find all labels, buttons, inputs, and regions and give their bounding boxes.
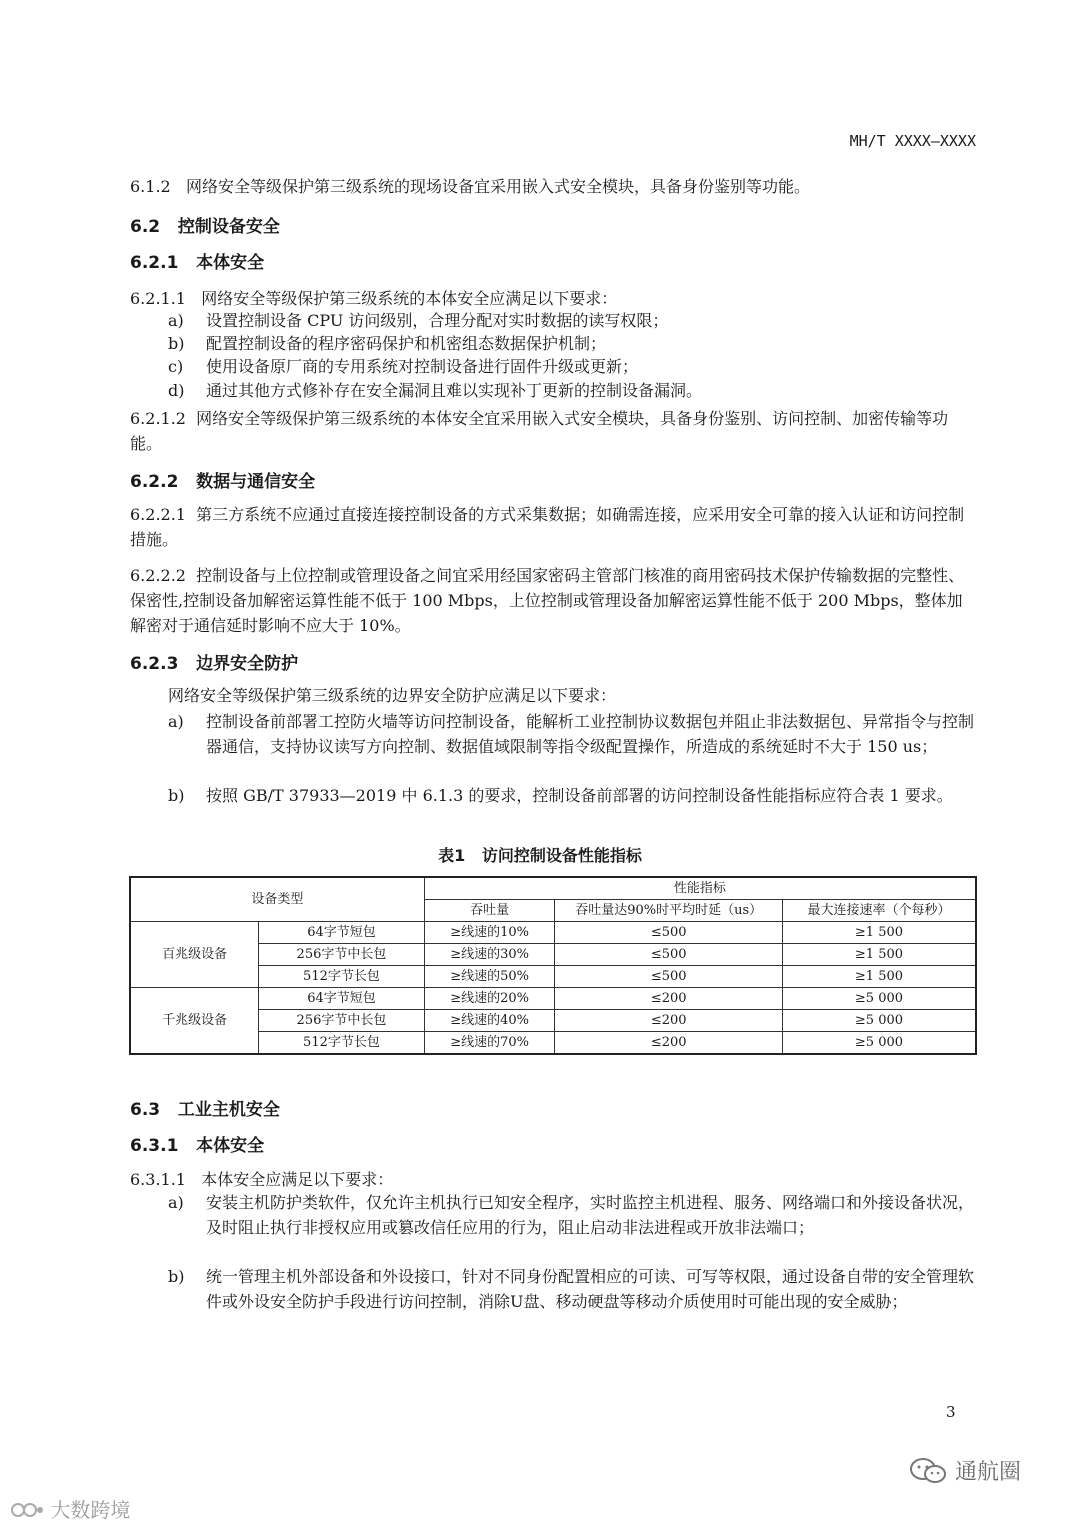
list-text: 统一管理主机外部设备和外设接口，针对不同身份配置相应的可读、可写等权限，通过设备自带的安全管理软件或外设安全防护手段进行访问控制，消除U盘、移动硬盘等移动介质使用时可能出现的安全威胁； (206, 1267, 975, 1311)
cell: ≥线速的50% (424, 966, 555, 988)
clause-6-2-2-1 (130, 502, 978, 552)
cell: ≥5 000 (782, 1010, 976, 1032)
heading-number: 6.2.3 (130, 654, 179, 674)
list-label: d) (168, 381, 185, 400)
list-label: a) (168, 1193, 184, 1212)
watermark-right-text: 通航圈 (955, 1460, 1022, 1485)
heading-title: 控制设备安全 (177, 217, 280, 237)
clause-number: 6.1.2 (130, 177, 171, 196)
cell: 512字节长包 (259, 1032, 425, 1055)
list-text: 控制设备前部署工控防火墙等访问控制设备，能解析工业控制协议数据包并阻止非法数据包、异常指令与控制器通信，支持协议读写方向控制、数据值域限制等指令级配置操作，所造成的系统延时不大于 150 us； (206, 712, 975, 756)
cell: ≥线速的30% (424, 944, 555, 966)
list-text: 通过其他方式修补存在安全漏洞且难以实现补丁更新的控制设备漏洞。 (206, 381, 703, 400)
heading-number: 6.2.1 (130, 253, 179, 273)
heading-number: 6.3 (130, 1100, 161, 1120)
list-item (168, 783, 978, 808)
cell: ≥5 000 (782, 1032, 976, 1055)
clause-number: 6.2.2.2 (130, 566, 186, 585)
cell: 256字节中长包 (259, 1010, 425, 1032)
heading-6-2-1 (130, 248, 264, 273)
list-label: b) (168, 334, 185, 353)
wechat-icon (908, 1457, 948, 1485)
watermark-left-text: 大数跨境 (50, 1498, 131, 1522)
table-row (130, 922, 976, 944)
table-title: 访问控制设备性能指标 (481, 846, 642, 865)
list-label: b) (168, 1267, 185, 1286)
cell: ≥1 500 (782, 944, 976, 966)
cell: ≥5 000 (782, 988, 976, 1010)
heading-title: 工业主机安全 (177, 1100, 280, 1120)
list-item (168, 709, 978, 759)
heading-6-3-1 (130, 1131, 264, 1156)
cell: 256字节中长包 (259, 944, 425, 966)
clause-text: 网络安全等级保护第三级系统的现场设备宜采用嵌入式安全模块，具备身份鉴别等功能。 (185, 177, 810, 196)
cell: ≤200 (555, 1010, 782, 1032)
list-item (168, 308, 978, 333)
clause-number: 6.2.2.1 (130, 505, 186, 524)
clause-number: 6.2.1.2 (130, 409, 186, 428)
list-text: 设置控制设备 CPU 访问级别，合理分配对实时数据的读写权限； (206, 311, 669, 330)
list-text: 按照 GB/T 37933—2019 中 6.1.3 的要求，控制设备前部署的访问控制设备性能指标应符合表 1 要求。 (206, 786, 953, 805)
cell: ≤200 (555, 1032, 782, 1055)
table-number: 表1 (438, 846, 466, 865)
clause-number: 6.3.1.1 (130, 1170, 186, 1189)
heading-6-2-2 (130, 467, 315, 492)
list-label: c) (168, 357, 184, 376)
table-header-row (130, 877, 976, 900)
cell: ≤500 (555, 922, 782, 944)
cell: ≥线速的70% (424, 1032, 555, 1055)
list-text: 配置控制设备的程序密码保护和机密组态数据保护机制； (206, 334, 607, 353)
watermark-right (908, 1455, 1021, 1486)
heading-title: 边界安全防护 (196, 654, 299, 674)
list-item (168, 1190, 978, 1240)
clause-6-3-1-1 (130, 1167, 978, 1192)
cell: ≥线速的20% (424, 988, 555, 1010)
table-caption (0, 843, 1080, 866)
clause-text: 本体安全应满足以下要求： (201, 1170, 394, 1189)
header-performance: 性能指标 (424, 877, 976, 900)
clause-text: 控制设备与上位控制或管理设备之间宜采用经国家密码主管部门核准的商用密码技术保护传输数据的完整性、保密性,控制设备加解密运算性能不低于 100 Mbps，上位控制或管理设备加解密运算性能不低于 200 Mbps，整体加解密对于通信延时影响不应大于 10%。 (130, 566, 965, 635)
heading-6-2 (130, 212, 280, 237)
watermark-left (10, 1494, 130, 1523)
table-row (130, 988, 976, 1010)
heading-title: 本体安全 (196, 1136, 265, 1156)
cell: 64字节短包 (259, 988, 425, 1010)
header-latency: 吞吐量达90%时平均时延（us） (555, 900, 782, 922)
list-item (168, 1264, 978, 1314)
heading-title: 本体安全 (196, 253, 265, 273)
group-name: 千兆级设备 (130, 988, 259, 1055)
list-item (168, 354, 978, 379)
list-label: a) (168, 712, 184, 731)
standard-number: MH/T XXXX—XXXX (849, 132, 976, 150)
cell: ≤500 (555, 944, 782, 966)
performance-table (129, 876, 977, 1055)
heading-title: 数据与通信安全 (196, 472, 316, 492)
header-conn-rate: 最大连接速率（个每秒） (782, 900, 976, 922)
header-throughput: 吞吐量 (424, 900, 555, 922)
list-label: a) (168, 311, 184, 330)
heading-number: 6.2 (130, 217, 161, 237)
heading-number: 6.3.1 (130, 1136, 179, 1156)
clause-number: 6.2.1.1 (130, 289, 186, 308)
cell: 512字节长包 (259, 966, 425, 988)
list-text: 使用设备原厂商的专用系统对控制设备进行固件升级或更新； (206, 357, 639, 376)
header-device-type: 设备类型 (130, 877, 424, 922)
clause-text: 第三方系统不应通过直接连接控制设备的方式采集数据；如确需连接，应采用安全可靠的接入认证和访问控制措施。 (130, 505, 965, 549)
heading-number: 6.2.2 (130, 472, 179, 492)
section-intro: 网络安全等级保护第三级系统的边界安全防护应满足以下要求： (168, 686, 617, 705)
heading-6-3 (130, 1095, 280, 1120)
cell: ≥1 500 (782, 922, 976, 944)
group-name: 百兆级设备 (130, 922, 259, 988)
cell: ≥线速的40% (424, 1010, 555, 1032)
page-number: 3 (946, 1403, 956, 1421)
clause-text: 网络安全等级保护第三级系统的本体安全应满足以下要求： (201, 289, 618, 308)
cell: 64字节短包 (259, 922, 425, 944)
cell: ≥1 500 (782, 966, 976, 988)
list-label: b) (168, 786, 185, 805)
list-item (168, 331, 978, 356)
cell: ≥线速的10% (424, 922, 555, 944)
clause-6-2-2-2 (130, 563, 978, 638)
watermark-logo-icon (10, 1500, 44, 1518)
clause-6-2-1-2 (130, 406, 978, 456)
cell: ≤200 (555, 988, 782, 1010)
cell: ≤500 (555, 966, 782, 988)
heading-6-2-3 (130, 649, 298, 674)
list-item (168, 378, 978, 403)
list-text: 安装主机防护类软件，仅允许主机执行已知安全程序，实时监控主机进程、服务、网络端口和外接设备状况，及时阻止执行非授权应用或篡改信任应用的行为，阻止启动非法进程或开放非法端口； (206, 1193, 975, 1237)
clause-6-1-2 (130, 174, 978, 199)
clause-text: 网络安全等级保护第三级系统的本体安全宜采用嵌入式安全模块，具备身份鉴别、访问控制、加密传输等功能。 (130, 409, 949, 453)
